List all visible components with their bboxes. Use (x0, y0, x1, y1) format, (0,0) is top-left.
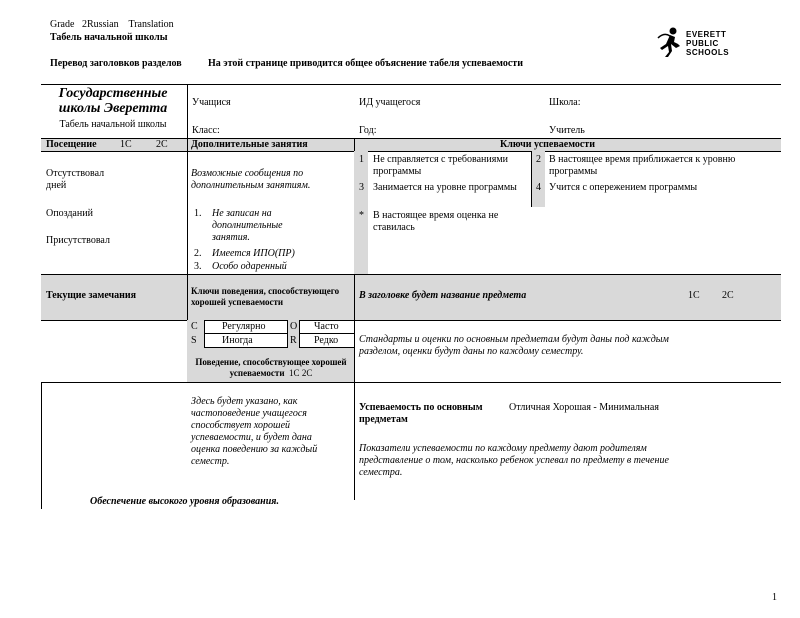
core-progress (359, 402, 739, 426)
school-label: Школа: (549, 97, 581, 108)
year-label: Год: (359, 125, 377, 136)
grade-line (50, 19, 174, 31)
key-star-number: * (359, 210, 364, 221)
key-3-number: 3 (359, 182, 364, 193)
key-2-text: В настоящее время приближается к уровню программы (549, 154, 736, 177)
key-4-number: 4 (536, 182, 541, 193)
key-1-text: Не справляется с требованиями программы (373, 154, 509, 177)
subject-s2: 2С (722, 290, 734, 301)
student-label: Учащися (192, 97, 231, 108)
key-4-text: Учится с опережением программы (549, 182, 698, 193)
subject-s1: 1С (688, 290, 700, 301)
teacher-label: Учитель (549, 125, 585, 136)
key-star-text: В настоящее время оценка не ставилась (373, 210, 499, 233)
additional-item-2: 2. Имеется ИПО(ПР) (194, 248, 295, 259)
behavior-keys-header: Ключи поведения, способствующего хорошей успеваемости (191, 286, 340, 307)
district-subtitle: Табель начальной школы (59, 119, 167, 130)
grade-number: 2 (81, 19, 87, 30)
behavior-footer: Поведение, способствующее хорошей успеваемости 1С 2С (195, 357, 347, 378)
attendance-s1-header: 1С (120, 139, 132, 150)
behavior-label-rarely: Редко (314, 335, 339, 346)
additional-item-1: 1. Не записан на дополнительные занятия. (194, 208, 283, 243)
present-label: Присутствовал (46, 235, 110, 246)
behavior-code-s: S (191, 335, 197, 346)
attendance-header: Посещение (46, 139, 97, 150)
additional-item-3: 3. Особо одаренный (194, 261, 287, 272)
additional-header: Дополнительные занятия (191, 139, 308, 150)
performance-keys-header: Ключи успеваемости (500, 139, 595, 150)
core-progress-title: Успеваемость по основным предметам (359, 402, 483, 425)
class-label: Класс: (192, 125, 220, 136)
translation-label: Translation (128, 19, 174, 30)
behavior-note: Здесь будет указано, как частоповедение учащегося способствует хорошей успеваемости, и будет дана оценка поведению за каждый семестр. (191, 396, 318, 467)
behavior-code-o: O (290, 321, 298, 332)
key-1-number: 1 (359, 154, 364, 165)
tardy-label: Опозданий (46, 208, 93, 219)
grade-word: Grade (50, 19, 75, 30)
standards-note: Стандарты и оценки по основным предметам будут даны под каждым разделом, оценки будут даны по каждому семестру. (359, 334, 669, 357)
attendance-s2-header: 2С (156, 139, 168, 150)
page-explanation: На этой странице приводится общее объяснение табеля успеваемости (208, 58, 523, 69)
logo-line-3: SCHOOLS (686, 48, 730, 57)
absent-days-label: Отсутствовал дней (46, 168, 105, 191)
behavior-code-c: C (191, 321, 198, 332)
behavior-code-r: R (290, 335, 297, 346)
runner-icon (656, 26, 684, 58)
subject-header-note: В заголовке будет название предмета (359, 290, 527, 301)
logo-line-2: PUBLIC (686, 39, 719, 48)
additional-intro: Возможные сообщения по дополнительным занятиям. (191, 168, 311, 191)
core-progress-note: Показатели успеваемости по каждому предмету дают родителям представление о том, насколько ребенок успевал по предмету в течение семестра. (359, 443, 669, 478)
current-comments-label: Текущие замечания (46, 290, 137, 301)
behavior-label-often: Часто (314, 321, 339, 332)
section-headings-title: Перевод заголовков разделов (50, 58, 182, 69)
motto: Обеспечение высокого уровня образования. (90, 496, 279, 507)
key-3-text: Занимается на уровне программы (373, 182, 517, 193)
page-number: 1 (772, 592, 777, 603)
key-2-number: 2 (536, 154, 541, 165)
core-progress-scale: Отличная Хорошая - Минимальная (509, 402, 659, 413)
report-card-subtitle: Табель начальной школы (50, 32, 168, 43)
logo-line-1: EVERETT (686, 30, 727, 39)
language: Russian (86, 19, 119, 30)
everett-logo (656, 26, 736, 60)
behavior-label-regularly: Регулярно (222, 321, 266, 332)
section-header-row (41, 138, 781, 151)
student-id-label: ИД учащегося (359, 97, 421, 108)
district-name: Государственные школы Эверетта (58, 86, 168, 116)
behavior-footer-s1: 1С (289, 368, 300, 378)
behavior-footer-s2: 2С (301, 368, 313, 378)
behavior-label-sometimes: Иногда (222, 335, 253, 346)
